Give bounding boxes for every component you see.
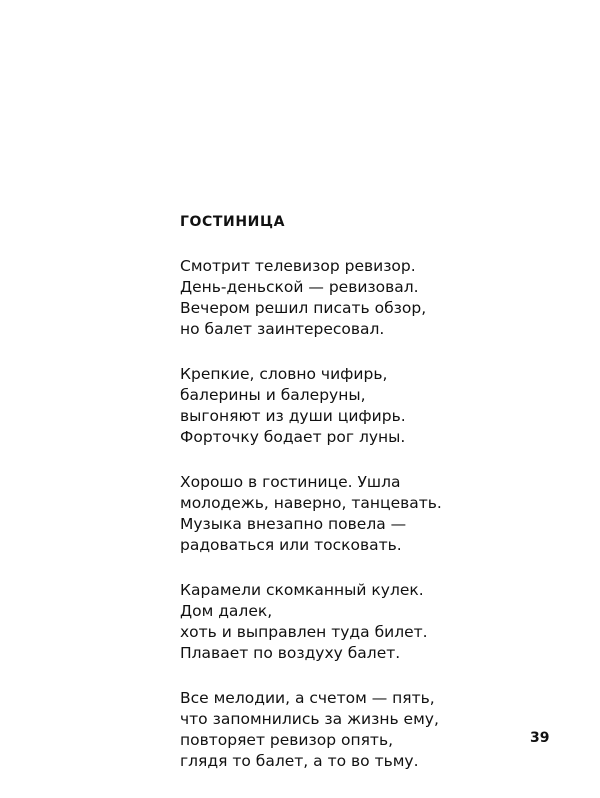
poem-line: Крепкие, словно чифирь, bbox=[180, 365, 388, 383]
poem-line: Все мелодии, а счетом — пять, bbox=[180, 689, 435, 707]
poem-line: балерины и балеруны, bbox=[180, 386, 366, 404]
poem-line: Дом далек, bbox=[180, 602, 273, 620]
poem-line: Вечером решил писать обзор, bbox=[180, 299, 427, 317]
poem-line: Форточку бодает рог луны. bbox=[180, 428, 406, 446]
poem-line: что запомнились за жизнь ему, bbox=[180, 710, 439, 728]
poem-line: Карамели скомканный кулек. bbox=[180, 581, 424, 599]
poem-line: молодежь, наверно, танцевать. bbox=[180, 494, 442, 512]
poem-line: глядя то балет, а то во тьму. bbox=[180, 752, 419, 770]
poem-line: Хорошо в гостинице. Ушла bbox=[180, 473, 401, 491]
poem-line: Плавает по воздуху балет. bbox=[180, 644, 401, 662]
poem-body bbox=[180, 256, 580, 772]
poem-line: Смотрит телевизор ревизор. bbox=[180, 257, 416, 275]
poem-line: выгоняют из души цифирь. bbox=[180, 407, 406, 425]
poem-line: Музыка внезапно повела — bbox=[180, 515, 407, 533]
poem-line: День-деньской — ревизовал. bbox=[180, 278, 419, 296]
stanza bbox=[180, 580, 580, 664]
poem-line: повторяет ревизор опять, bbox=[180, 731, 394, 749]
page-number: 39 bbox=[530, 730, 550, 746]
stanza bbox=[180, 472, 580, 556]
poem-line: радоваться или тосковать. bbox=[180, 536, 402, 554]
stanza bbox=[180, 688, 580, 772]
poem-title: ГОСТИНИЦА bbox=[180, 214, 286, 230]
stanza bbox=[180, 364, 580, 448]
stanza bbox=[180, 256, 580, 340]
poem-line: но балет заинтересовал. bbox=[180, 320, 385, 338]
poem-line: хоть и выправлен туда билет. bbox=[180, 623, 428, 641]
